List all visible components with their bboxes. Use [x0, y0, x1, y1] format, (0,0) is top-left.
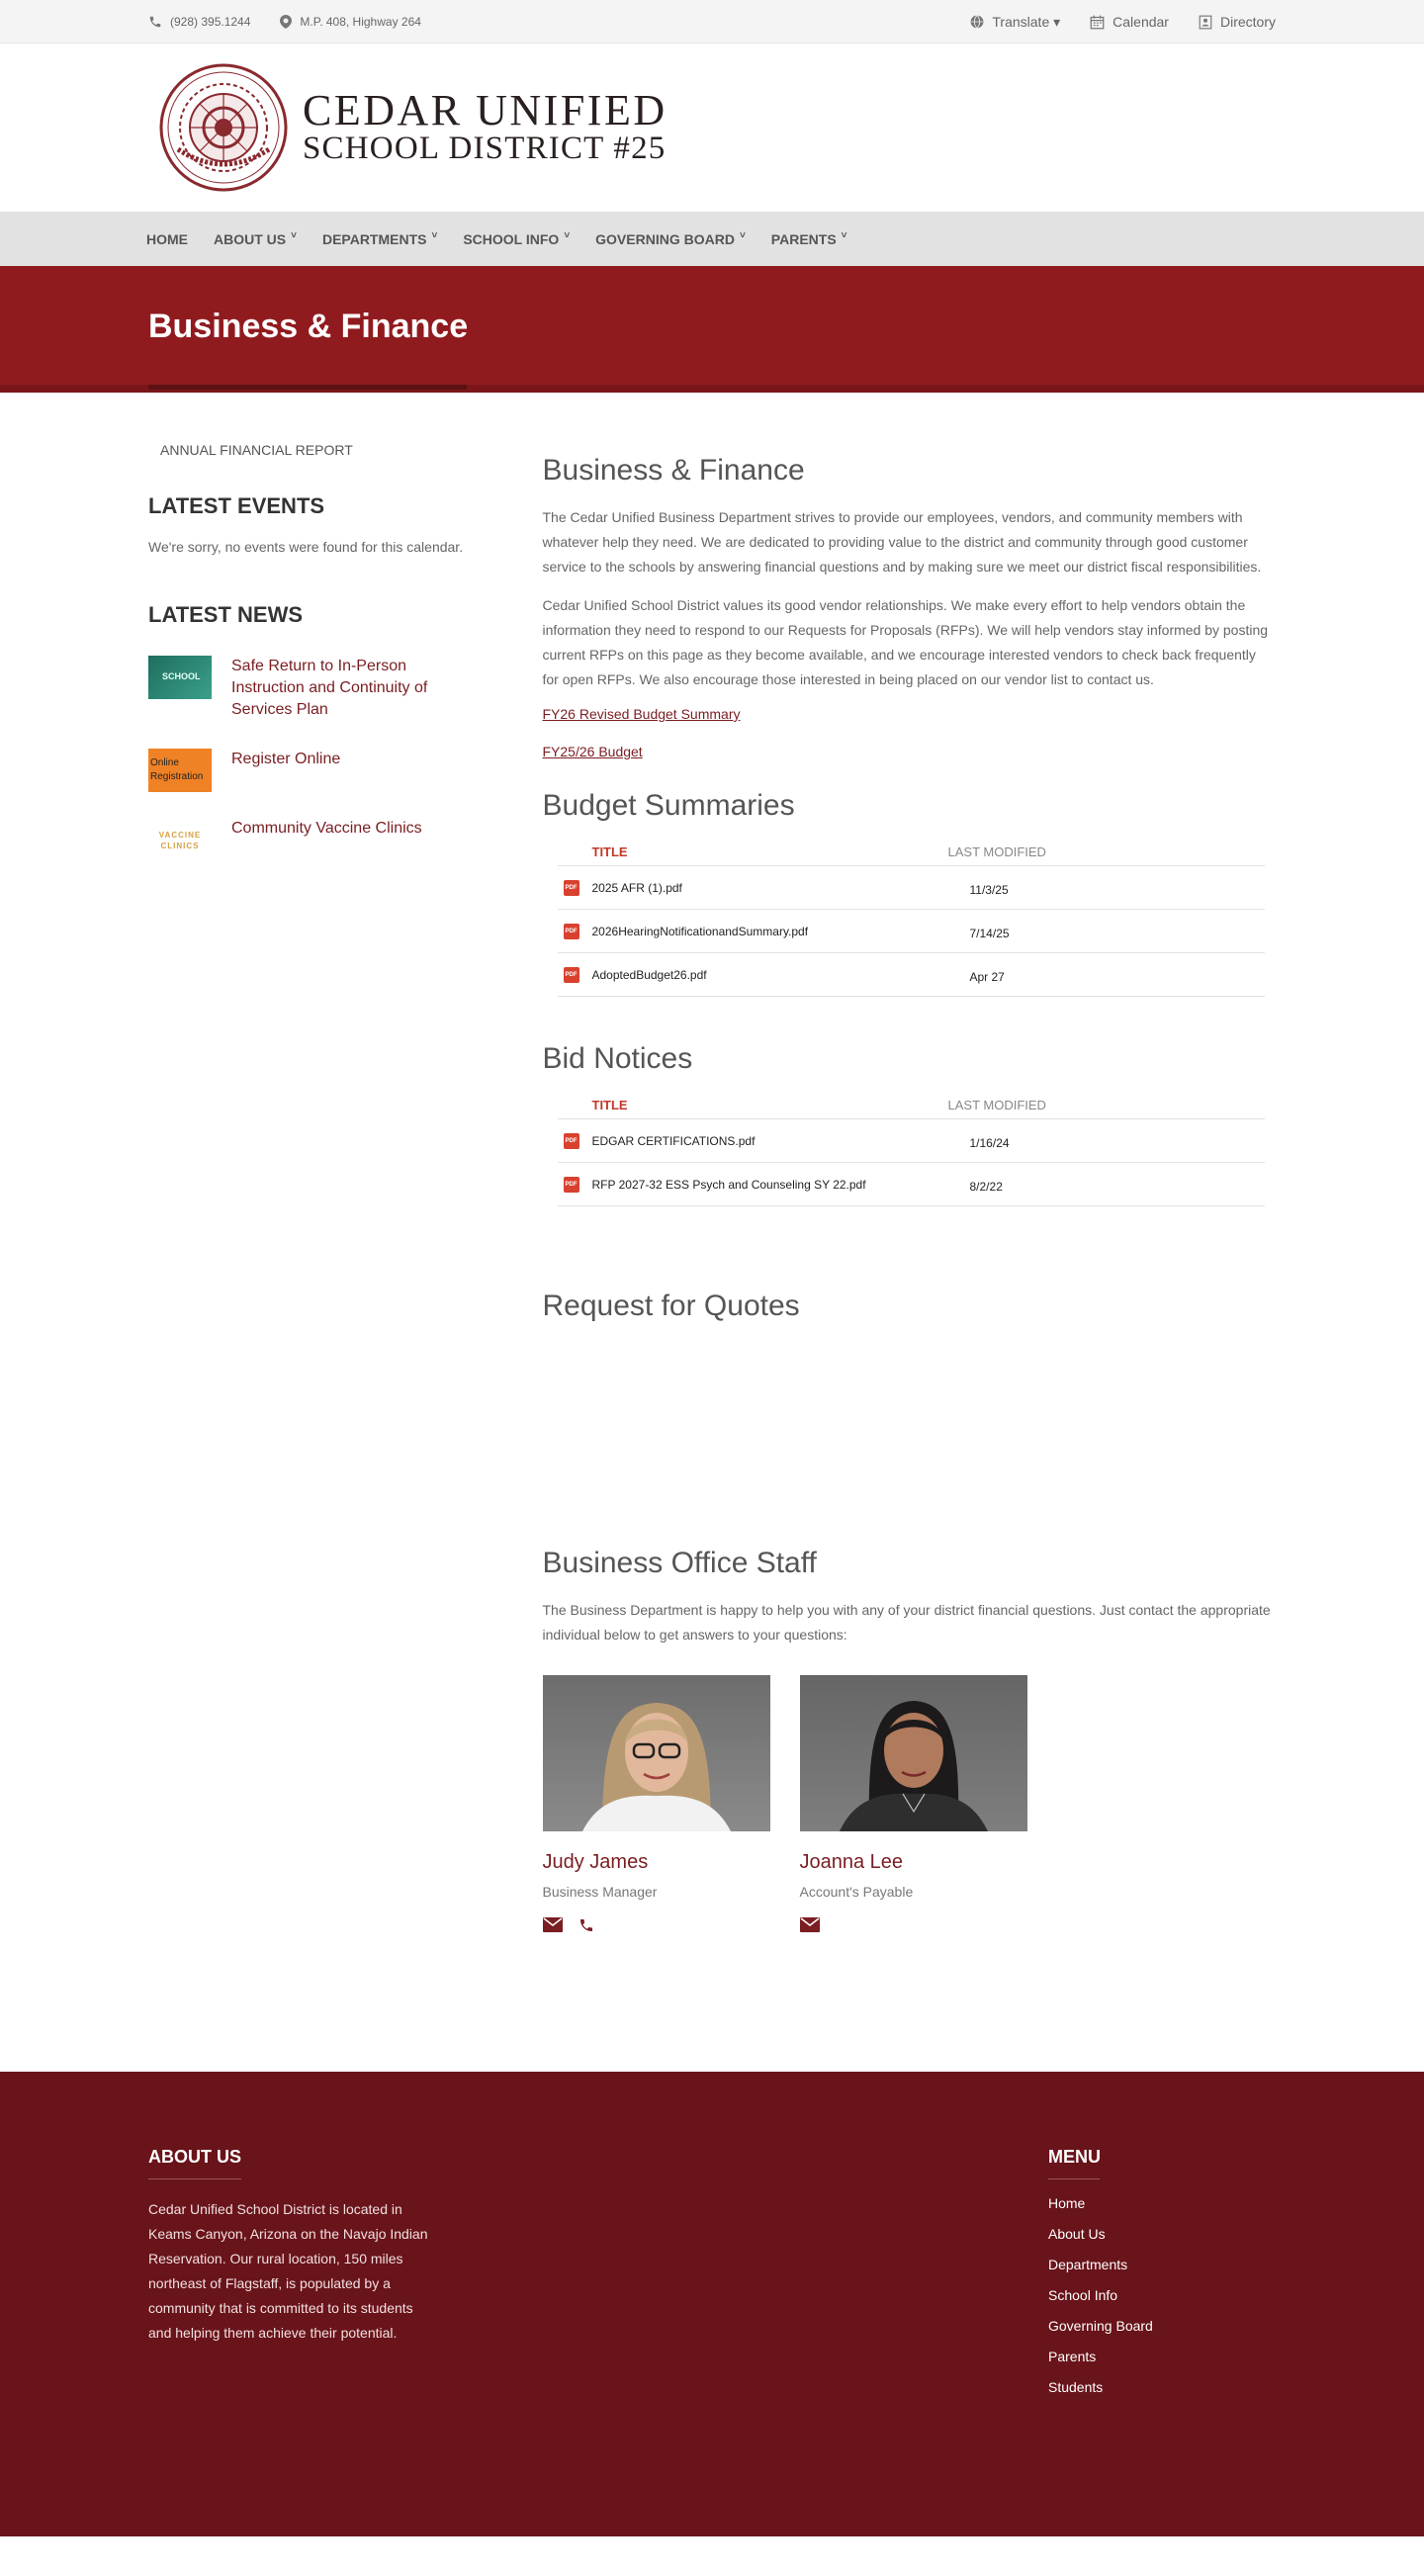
table-row[interactable]	[558, 866, 1265, 910]
email-icon[interactable]	[800, 1917, 820, 1932]
footer-link-departments[interactable]: Departments	[1048, 2257, 1128, 2272]
staff-list	[543, 1675, 1277, 1933]
directory-link[interactable]	[1199, 14, 1276, 30]
logo-line-1: CEDAR UNIFIED	[303, 86, 668, 134]
events-empty-message: We're sorry, no events were found for this calendar.	[148, 539, 464, 555]
news-thumbnail	[148, 749, 212, 792]
staff-photo	[800, 1675, 1027, 1831]
column-header-last-modified[interactable]: LAST MODIFIED	[947, 844, 1046, 859]
section-heading-request-for-quotes: Request for Quotes	[542, 1289, 800, 1322]
staff-intro: The Business Department is happy to help you with any of your district financial questions. Just contact the appropriate individual below to get answers to your questions:	[542, 1602, 1271, 1643]
section-heading-budget-summaries: Budget Summaries	[542, 789, 795, 822]
staff-card	[800, 1675, 1027, 1933]
table-row[interactable]	[558, 1163, 1265, 1206]
chevron-down-icon: ˅	[841, 230, 847, 241]
phone-icon	[148, 15, 162, 29]
link-fy26-revised-budget-summary[interactable]: FY26 Revised Budget Summary	[542, 706, 741, 722]
footer-about-text: Cedar Unified School District is located in Keams Canyon, Arizona on the Navajo Indian Reservation. Our rural location, 150 miles northeast of Flagstaff, is populated by a community that is committed to its students and helping them achieve their potential.	[148, 2201, 428, 2341]
phone-number: (928) 395.1244	[170, 15, 251, 29]
document-date: Apr 27	[969, 969, 1005, 984]
news-thumbnail	[148, 826, 212, 869]
chevron-down-icon: ˅	[431, 230, 438, 241]
nav-departments[interactable]: DEPARTMENTS ˅	[321, 230, 438, 247]
intro-paragraph-2: Cedar Unified School District values its good vendor relationships. We make every effort to help vendors obtain the information they need to respond to our Requests for Proposals (RFPs). We will help vendors stay informed by posting current RFPs on this page as they become available, and we encourage interested vendors to check back frequently for open RFPs. We also encourage those interested in being placed on our vendor list to contact us.	[542, 597, 1269, 687]
calendar-link[interactable]	[1090, 14, 1169, 30]
nav-home[interactable]: HOME	[146, 230, 188, 247]
main-navigation	[0, 212, 1424, 266]
column-header-last-modified[interactable]: LAST MODIFIED	[947, 1098, 1046, 1112]
sidebar-link-annual-financial-report[interactable]: ANNUAL FINANCIAL REPORT	[160, 442, 353, 458]
district-seal-icon	[158, 62, 289, 193]
table-row[interactable]	[558, 1119, 1265, 1163]
chevron-down-icon: ˅	[739, 230, 746, 241]
top-bar	[0, 0, 1424, 44]
news-item[interactable]	[148, 820, 464, 869]
staff-name: Judy James	[542, 1851, 649, 1873]
document-date: 1/16/24	[969, 1135, 1010, 1150]
footer-link-about-us[interactable]: About Us	[1048, 2226, 1106, 2242]
title-underline	[148, 385, 467, 390]
staff-photo	[543, 1675, 770, 1831]
document-name[interactable]: EDGAR CERTIFICATIONS.pdf	[591, 1133, 756, 1148]
section-heading-bid-notices: Bid Notices	[542, 1042, 693, 1075]
district-logo[interactable]	[158, 62, 668, 193]
logo-line-2: SCHOOL DISTRICT #25	[303, 131, 667, 166]
directory-icon	[1199, 15, 1212, 30]
news-title[interactable]: Safe Return to In-Person Instruction and Continuity of Services Plan	[231, 658, 428, 718]
column-header-title[interactable]: TITLE	[591, 844, 628, 859]
table-header	[558, 837, 1265, 866]
footer-link-school-info[interactable]: School Info	[1048, 2287, 1118, 2303]
directory-label: Directory	[1219, 14, 1276, 30]
table-header	[558, 1090, 1265, 1119]
footer-link-governing-board[interactable]: Governing Board	[1048, 2318, 1153, 2334]
latest-news-heading: LATEST NEWS	[148, 602, 304, 627]
column-header-title[interactable]: TITLE	[591, 1098, 628, 1112]
pdf-file-icon: PDF	[564, 880, 579, 896]
phone-contact[interactable]	[148, 15, 250, 29]
bid-notices-table	[558, 1090, 1265, 1206]
section-heading-business-finance: Business & Finance	[542, 454, 805, 487]
staff-role: Account's Payable	[799, 1884, 914, 1900]
main-content	[543, 393, 1277, 1933]
news-thumbnail-text: Online Registration	[150, 757, 204, 782]
translate-label: Translate ▾	[992, 13, 1061, 30]
staff-role: Business Manager	[542, 1884, 658, 1900]
document-date: 8/2/22	[969, 1179, 1003, 1194]
news-thumbnail-text: VACCINE CLINICS	[158, 831, 202, 850]
footer-about-heading: ABOUT US	[148, 2147, 435, 2179]
section-heading-business-office-staff: Business Office Staff	[542, 1547, 817, 1579]
page-title: Business & Finance	[148, 308, 469, 345]
document-name[interactable]: RFP 2027-32 ESS Psych and Counseling SY 22.pdf	[591, 1177, 866, 1192]
chevron-down-icon: ˅	[291, 230, 297, 241]
email-icon[interactable]	[543, 1917, 563, 1933]
nav-parents[interactable]: PARENTS ˅	[770, 230, 847, 247]
globe-icon	[970, 15, 984, 29]
document-name[interactable]: 2025 AFR (1).pdf	[591, 880, 682, 895]
staff-name: Joanna Lee	[799, 1851, 904, 1873]
phone-icon[interactable]	[578, 1917, 594, 1933]
table-row[interactable]	[558, 953, 1265, 997]
footer-about	[148, 2147, 435, 2346]
document-name[interactable]: 2026HearingNotificationandSummary.pdf	[591, 924, 809, 938]
translate-button[interactable]	[970, 14, 1060, 31]
pdf-file-icon: PDF	[564, 1177, 579, 1193]
staff-card	[543, 1675, 770, 1933]
link-fy25-26-budget[interactable]: FY25/26 Budget	[542, 744, 643, 759]
nav-governing-board[interactable]: GOVERNING BOARD ˅	[595, 230, 746, 247]
document-name[interactable]: AdoptedBudget26.pdf	[591, 967, 707, 982]
staff-portrait-image	[543, 1675, 770, 1831]
intro-paragraph-1: The Cedar Unified Business Department strives to provide our employees, vendors, and community members with whatever help they need. We are dedicated to providing value to the district and community through good customer service to the schools by answering financial questions and by making sure we meet our district fiscal responsibilities.	[542, 509, 1262, 575]
calendar-label: Calendar	[1112, 14, 1169, 30]
staff-portrait-image	[800, 1675, 1027, 1831]
pdf-file-icon: PDF	[564, 924, 579, 939]
site-header	[0, 44, 1424, 212]
news-item[interactable]	[148, 749, 464, 792]
table-row[interactable]	[558, 910, 1265, 953]
news-title[interactable]: Register Online	[231, 751, 341, 767]
document-date: 7/14/25	[969, 926, 1010, 940]
latest-events-heading: LATEST EVENTS	[148, 493, 325, 518]
pdf-file-icon: PDF	[564, 1133, 579, 1149]
site-footer	[0, 2072, 1424, 2536]
calendar-icon	[1090, 15, 1105, 30]
pdf-file-icon: PDF	[564, 967, 579, 983]
news-thumbnail-text: SCHOOL	[162, 671, 201, 681]
news-thumbnail	[148, 656, 212, 699]
budget-summaries-table	[558, 837, 1265, 997]
chevron-down-icon: ˅	[564, 230, 571, 241]
document-date: 11/3/25	[969, 882, 1009, 897]
page-banner	[0, 266, 1424, 393]
map-marker-icon	[280, 15, 292, 29]
nav-about-us[interactable]: ABOUT US ˅	[214, 230, 297, 247]
address-text: M.P. 408, Highway 264	[300, 15, 421, 29]
footer-link-home[interactable]: Home	[1048, 2195, 1086, 2211]
footer-link-parents[interactable]: Parents	[1048, 2349, 1097, 2364]
news-title[interactable]: Community Vaccine Clinics	[231, 820, 422, 837]
footer-menu-heading: MENU	[1048, 2147, 1153, 2179]
address-contact	[280, 15, 421, 29]
main-area	[0, 393, 1424, 1933]
news-item[interactable]	[148, 656, 464, 721]
nav-school-info[interactable]: SCHOOL INFO ˅	[463, 230, 571, 247]
footer-link-students[interactable]: Students	[1048, 2379, 1104, 2395]
footer-menu	[1048, 2147, 1153, 2410]
sidebar	[148, 393, 464, 1933]
